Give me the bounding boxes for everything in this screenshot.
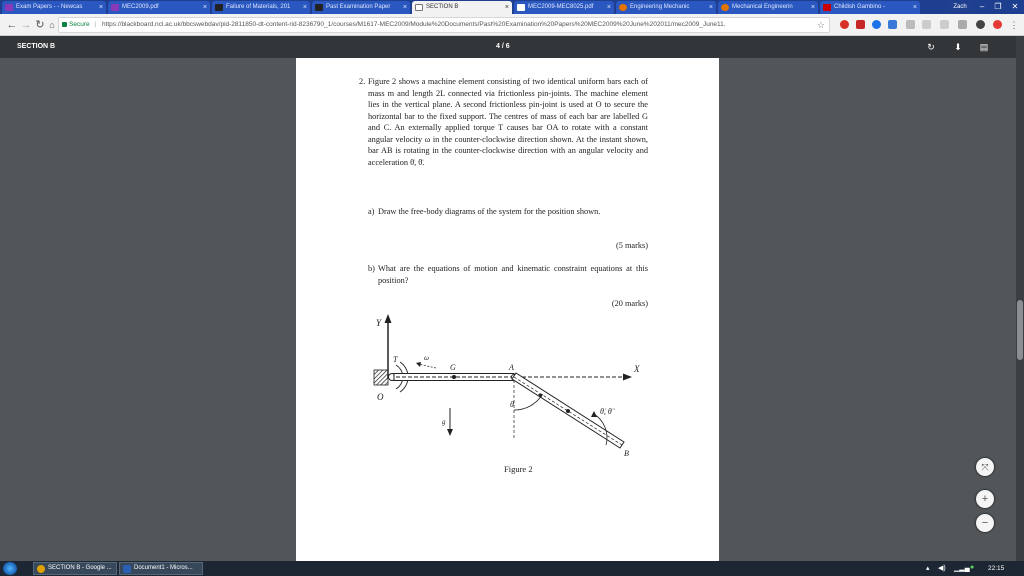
lock-icon [62, 22, 67, 27]
question-number: 2. [359, 77, 366, 86]
minus-icon[interactable]: − [976, 514, 994, 532]
chrome-icon [37, 565, 45, 573]
pdf-title: SECTION B [17, 43, 56, 50]
vertical-scrollbar[interactable] [1016, 36, 1024, 561]
label-a: A [509, 363, 514, 372]
fixed-support [374, 370, 388, 385]
tab-close-icon[interactable]: × [202, 4, 207, 11]
url-text[interactable]: https://blackboard.ncl.ac.uk/bbcswebdav/pid-2811850-dt-content-rid-8236790_1/courses/M1617-MEC2009/Module%20Documents/Past%20Examination%20Papers%20MEC2009%20June%202011/mec2009_June11. [101, 21, 726, 28]
label-y: Y [376, 318, 382, 328]
browser-tab[interactable]: MEC2009-MEC8025.pdf × [514, 1, 614, 14]
tab-favicon-icon [111, 4, 119, 11]
label-theta: θ [510, 400, 514, 409]
tab-close-icon[interactable]: × [98, 4, 103, 11]
tray-up-arrow-icon[interactable]: ▴ [926, 565, 930, 572]
label-o: O [377, 392, 384, 402]
taskbar-item-chrome[interactable]: SECTION B - Google ... [33, 562, 117, 575]
start-icon[interactable] [3, 562, 17, 575]
browser-tab[interactable]: Engineering Mechanic × [616, 1, 716, 14]
browser-tab[interactable]: Failure of Materials, 201 × [212, 1, 310, 14]
reload-icon[interactable]: ↻ [35, 19, 45, 31]
bookmark-star-icon[interactable]: ☆ [816, 20, 825, 30]
part-a-marks: (5 marks) [615, 241, 648, 250]
rotate-icon[interactable]: ↻ [927, 42, 935, 52]
grammar-extension-icon[interactable] [888, 20, 897, 29]
back-icon[interactable]: ← [6, 19, 18, 31]
cast-extension-icon[interactable] [922, 20, 931, 29]
scrollbar-thumb[interactable] [1017, 300, 1023, 360]
omega-arrow [418, 364, 436, 368]
browser-toolbar [0, 14, 1024, 36]
browser-tab[interactable]: Past Examination Paper × [312, 1, 410, 14]
centre-of-mass-c [566, 409, 570, 413]
tab-favicon-icon [619, 4, 627, 11]
label-g-point: G [450, 363, 456, 372]
part-a-label: a) [368, 207, 375, 216]
browser-tab-active[interactable]: SECTION B × [412, 1, 512, 14]
dark-extension-icon[interactable] [976, 20, 985, 29]
label-b: B [624, 449, 629, 458]
address-bar[interactable] [58, 17, 830, 33]
theta-dot-arrow-head [591, 411, 597, 417]
x-axis-arrow [623, 374, 632, 381]
browser-tab[interactable]: Mechanical Engineerin × [718, 1, 818, 14]
signal-icon[interactable]: ▁▂▄ [954, 565, 970, 572]
blue-extension-icon[interactable] [872, 20, 881, 29]
tab-close-icon[interactable]: × [912, 4, 917, 11]
label-t: T [393, 355, 398, 364]
tab-close-icon[interactable]: × [810, 4, 815, 11]
secure-label: Secure [69, 21, 90, 28]
question-text: 2. Figure 2 shows a machine element consisting of two identical uniform bars each of mass m and length 2L connected via frictionless pin-joints. The machine element lies in the vertical plane. A second frictionless pin-joint is used at O to secure the horizontal bar to the fixed support. The centres of mass of each bar are labelled G and C. An externally applied torque T causes bar OA to rotate with a constant angular velocity ω in the counter-clockwise direction shown. At the instant shown, bar AB is rotating in the counter-clockwise direction with an angular velocity and acceleration θ̇, θ̈. [359, 77, 648, 167]
tab-close-icon[interactable]: × [504, 4, 509, 11]
clock: 22:15 [988, 565, 1005, 572]
download-icon[interactable]: ⬇ [954, 42, 962, 52]
tab-favicon-icon [517, 4, 525, 11]
tab-strip [0, 0, 1024, 14]
tab-close-icon[interactable]: × [402, 4, 407, 11]
tab-favicon-icon [823, 4, 831, 11]
part-b-label: b) [368, 264, 375, 273]
tab-close-icon[interactable]: × [708, 4, 713, 11]
tab-favicon-icon [721, 4, 729, 11]
browser-tab[interactable]: Childish Gambino - × [820, 1, 920, 14]
theta-arc [514, 395, 542, 410]
adblock-extension-icon[interactable] [993, 20, 1002, 29]
omega-arrow-head [416, 362, 421, 367]
tab-favicon-icon [215, 4, 223, 11]
taskbar-item-word[interactable]: Document1 - Micros... [119, 562, 203, 575]
print-icon[interactable]: ▤ [979, 42, 989, 52]
close-icon[interactable]: ✕ [1011, 2, 1019, 11]
maximize-icon[interactable]: ❐ [994, 2, 1002, 11]
part-b: b) What are the equations of motion and kinematic constraint equations at this position? [368, 264, 648, 285]
speaker-icon[interactable]: ◀) [938, 565, 946, 572]
plus-icon[interactable]: + [976, 490, 994, 508]
figure-2-diagram [366, 310, 646, 460]
centre-of-mass-g [452, 375, 456, 379]
translate-extension-icon[interactable] [940, 20, 949, 29]
tab-favicon-icon [315, 4, 323, 11]
tab-close-icon[interactable]: × [302, 4, 307, 11]
forward-icon[interactable]: → [20, 19, 32, 31]
label-omega: ω [424, 354, 429, 362]
figure-caption: Figure 2 [504, 464, 533, 474]
network-status-icon[interactable]: ● [970, 564, 975, 571]
gravity-arrow-head [447, 429, 453, 436]
part-b-marks: (20 marks) [611, 299, 648, 308]
tab-favicon-icon [415, 4, 423, 11]
pdf-toolbar [0, 36, 1024, 58]
tab-close-icon[interactable]: × [606, 4, 611, 11]
browser-tab[interactable]: MEC2009.pdf × [108, 1, 210, 14]
label-theta-dots: θ̇, θ̈ [600, 407, 612, 416]
pdf-page [296, 58, 719, 561]
minimize-icon[interactable]: – [979, 2, 985, 11]
page-indicator: 4 / 6 [496, 43, 510, 50]
home-icon[interactable]: ⌂ [49, 20, 55, 30]
label-gravity: g [442, 418, 446, 426]
label-x: X [634, 364, 640, 374]
menu-kebab-icon[interactable]: ⋮ [1009, 20, 1019, 30]
y-axis-arrow [385, 314, 392, 323]
fit-page-icon[interactable]: ⤧ [976, 458, 994, 476]
tab-favicon-icon [5, 4, 13, 11]
red-extension-icon[interactable] [856, 20, 865, 29]
word-icon [123, 565, 131, 573]
opera-extension-icon[interactable] [840, 20, 849, 29]
part-a: a) Draw the free-body diagrams of the system for the position shown. [368, 207, 601, 216]
address-separator: | [94, 21, 97, 28]
taskbar [0, 561, 1024, 576]
browser-tab[interactable]: Exam Papers - - Newcas × [2, 1, 106, 14]
profile-button[interactable]: Zach [950, 2, 970, 12]
gray-extension-icon[interactable] [906, 20, 915, 29]
puzzle-extension-icon[interactable] [958, 20, 967, 29]
